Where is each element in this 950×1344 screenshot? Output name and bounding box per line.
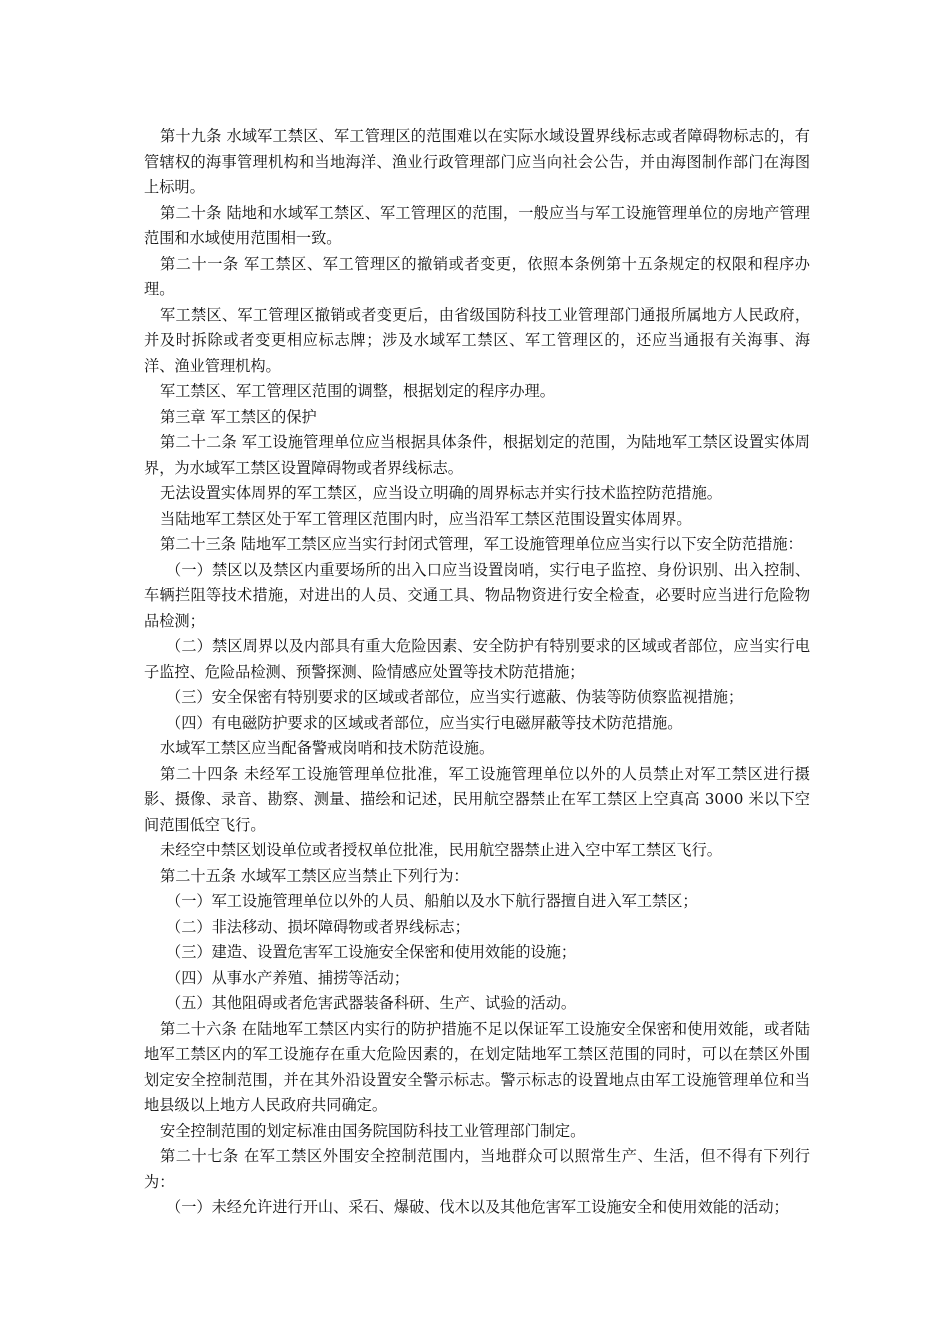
paragraph: 无法设置实体周界的军工禁区，应当设立明确的周界标志并实行技术监控防范措施。 [160, 484, 722, 502]
paragraph: 当陆地军工禁区处于军工管理区范围内时，应当沿军工禁区范围设置实体周界。 [160, 509, 692, 528]
paragraph: 水域军工禁区应当配备警戒岗哨和技术防范设施。 [160, 739, 495, 757]
article-20: 第二十条 陆地和水域军工禁区、军工管理区的范围，一般应当与军工设施管理单位的房地产管理范围和水域使用范围相一致。 [144, 203, 810, 247]
list-item: （二）禁区周界以及内部具有重大危险因素、安全防护有特别要求的区域或者部位，应当实行电子监控、危险品检测、预警探测、险情感应处置等技术防范措施； [144, 637, 810, 681]
article-19: 第十九条 水域军工禁区、军工管理区的范围难以在实际水域设置界线标志或者障碍物标志的，有管辖权的海事管理机构和当地海洋、渔业行政管理部门应当向社会公告，并由海图制作部门在海图上标明。 [144, 127, 810, 196]
article-27: 第二十七条 在军工禁区外围安全控制范围内，当地群众可以照常生产、生活，但不得有下列行为： [144, 1147, 810, 1191]
chapter-heading: 第三章 军工禁区的保护 [160, 407, 317, 426]
list-item: （三）建造、设置危害军工设施安全保密和使用效能的设施； [166, 943, 577, 961]
paragraph: 未经空中禁区划设单位或者授权单位批准，民用航空器禁止进入空中军工禁区飞行。 [160, 841, 722, 859]
list-item: （五）其他阻碍或者危害武器装备科研、生产、试验的活动。 [166, 994, 577, 1012]
article-23: 第二十三条 陆地军工禁区应当实行封闭式管理，军工设施管理单位应当实行以下安全防范措施： [160, 535, 803, 553]
paragraph: 军工禁区、军工管理区撤销或者变更后，由省级国防科技工业管理部门通报所属地方人民政府，并及时拆除或者变更相应标志牌；涉及水域军工禁区、军工管理区的，还应当通报有关海事、海洋、渔业管理机构。 [144, 305, 810, 375]
list-item: （一）未经允许进行开山、采石、爆破、伐木以及其他危害军工设施安全和使用效能的活动； [166, 1198, 789, 1216]
document-page [144, 124, 810, 1221]
list-item: （四）有电磁防护要求的区域或者部位，应当实行电磁屏蔽等技术防范措施。 [166, 713, 683, 732]
paragraph: 安全控制范围的划定标准由国务院国防科技工业管理部门制定。 [160, 1121, 586, 1140]
article-25: 第二十五条 水域军工禁区应当禁止下列行为： [160, 866, 469, 885]
list-item: （四）从事水产养殖、捕捞等活动； [166, 968, 409, 987]
article-24: 第二十四条 未经军工设施管理单位批准，军工设施管理单位以外的人员禁止对军工禁区进行摄影、摄像、录音、勘察、测量、描绘和记述，民用航空器禁止在军工禁区上空真高 3000 米以下空间范围低空飞行。 [144, 764, 810, 834]
article-22: 第二十二条 军工设施管理单位应当根据具体条件，根据划定的范围，为陆地军工禁区设置实体周界，为水域军工禁区设置障碍物或者界线标志。 [144, 433, 810, 477]
article-21: 第二十一条 军工禁区、军工管理区的撤销或者变更，依照本条例第十五条规定的权限和程序办理。 [144, 254, 810, 298]
list-item: （一）军工设施管理单位以外的人员、船舶以及水下航行器擅自进入军工禁区； [166, 892, 698, 910]
article-26: 第二十六条 在陆地军工禁区内实行的防护措施不足以保证军工设施安全保密和使用效能，或者陆地军工禁区内的军工设施存在重大危险因素的，在划定陆地军工禁区范围的同时，可以在禁区外围划定安全控制范围，并在其外沿设置安全警示标志。警示标志的设置地点由军工设施管理单位和当地县级以上地方人民政府共同确定。 [144, 1019, 810, 1114]
list-item: （三）安全保密有特别要求的区域或者部位，应当实行遮蔽、伪装等防侦察监视措施； [166, 688, 744, 706]
list-item: （二）非法移动、损坏障碍物或者界线标志； [166, 917, 470, 936]
list-item: （一）禁区以及禁区内重要场所的出入口应当设置岗哨，实行电子监控、身份识别、出入控制、车辆拦阻等技术措施，对进出的人员、交通工具、物品物资进行安全检查，必要时应当进行危险物品检测； [144, 560, 810, 630]
paragraph: 军工禁区、军工管理区范围的调整，根据划定的程序办理。 [160, 382, 555, 400]
